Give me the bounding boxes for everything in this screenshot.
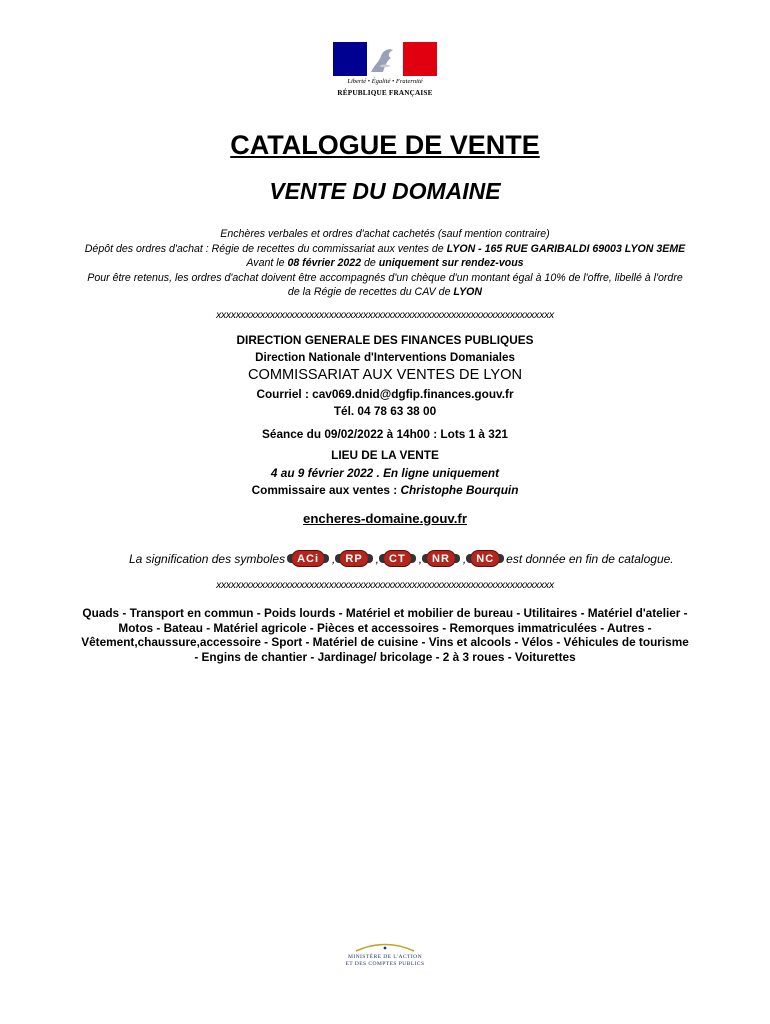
catalogue-subtitle: VENTE DU DOMAINE [269,178,501,204]
ministry-logo [330,942,440,972]
badge-ct: CT [383,550,412,567]
republic-motto: Liberté • Égalité • Fraternité [347,78,423,85]
conditions-line-2: Dépôt des ordres d'achat : Régie de recettes du commissariat aux ventes de LYON - 165 RUE GARIBALDI 69003 LYON 3EME [84,242,686,255]
deposit-address: LYON - 165 RUE GARIBALDI 69003 LYON 3EME [446,242,686,255]
badge-nc: NC [470,550,500,567]
deposit-deadline: 08 février 2022 [287,257,362,270]
session-info: Séance du 09/02/2022 à 14h00 : Lots 1 à 321 [262,427,508,441]
cav-heading: COMMISSARIAT AUX VENTES DE LYON [247,367,523,383]
ministry-arc-icon [354,942,416,952]
badge-nr: NR [426,550,456,567]
sale-conditions [40,227,730,300]
symbols-legend: La signification des symboles ACi , RP , CT , NR , NC est donnée en fin de catalogue. [129,551,674,566]
separator-line: xxxxxxxxxxxxxxxxxxxxxxxxxxxxxxxxxxxxxxxxxxxxxxxxxxxxxxxxxxxxxxxxxxxxx [216,310,554,321]
dgfip-heading: DIRECTION GENERALE DES FINANCES PUBLIQUES [236,333,534,347]
badge-aci: ACi [291,550,325,567]
dnid-heading: Direction Nationale d'Interventions Domaniales [255,351,515,364]
conditions-line-1: Enchères verbales et ordres d'achat cachetés (sauf mention contraire) [220,228,550,240]
republique-francaise-logo [330,40,440,104]
category-line-3: Vêtement,chaussure,accessoire - Sport - Matériel de cuisine - Vins et alcools - Vélos - Véhicules de tourisme [81,635,689,650]
website-link[interactable]: encheres-domaine.gouv.fr [303,511,467,526]
catalogue-title: CATALOGUE DE VENTE [230,130,540,160]
appointment-note: uniquement sur rendez-vous [378,257,524,270]
category-line-1: Quads - Transport en commun - Poids lourds - Matériel et mobilier de bureau - Utilitaires - Matériel d'atelier - [82,606,688,620]
auctioneer-name: Christophe Bourquin [400,483,519,497]
cav-city: LYON [453,286,483,299]
contact-email: Courriel : cav069.dnid@dgfip.finances.gouv.fr [256,387,514,401]
conditions-line-5: de la Régie de recettes du CAV de LYON [287,286,483,299]
ministry-name-line-1: MINISTÈRE DE L'ACTION [347,954,423,960]
conditions-line-3: Avant le 08 février 2022 de uniquement sur rendez-vous [246,257,524,270]
category-line-2: Motos - Bateau - Matériel agricole - Pièces et accessoires - Remorques immatriculées - Autres - [118,620,652,635]
marianne-flag-icon [333,42,437,76]
conditions-line-4: Pour être retenus, les ordres d'achat doivent être accompagnés d'un chèque d'un montant égal à 10% de l'offre, libellé à l'ordre [87,271,683,284]
sale-location-label: LIEU DE LA VENTE [331,448,439,462]
category-line-4: - Engins de chantier - Jardinage/ bricolage - 2 à 3 roues - Voiturettes [194,649,576,664]
separator-line-2: xxxxxxxxxxxxxxxxxxxxxxxxxxxxxxxxxxxxxxxxxxxxxxxxxxxxxxxxxxxxxxxxxxxxx [216,580,554,591]
sale-dates: 4 au 9 février 2022 . En ligne uniquement [270,466,500,480]
badge-rp: RP [339,550,368,567]
category-list [28,606,742,664]
auctioneer: Commissaire aux ventes : Christophe Bourquin [251,483,519,497]
symbols-prefix: La signification des symboles [129,551,286,566]
contact-phone: Tél. 04 78 63 38 00 [333,404,437,418]
symbols-suffix: est donnée en fin de catalogue. [506,551,674,566]
republic-name: RÉPUBLIQUE FRANÇAISE [337,89,433,97]
ministry-name-line-2: ET DES COMPTES PUBLICS [345,961,425,967]
